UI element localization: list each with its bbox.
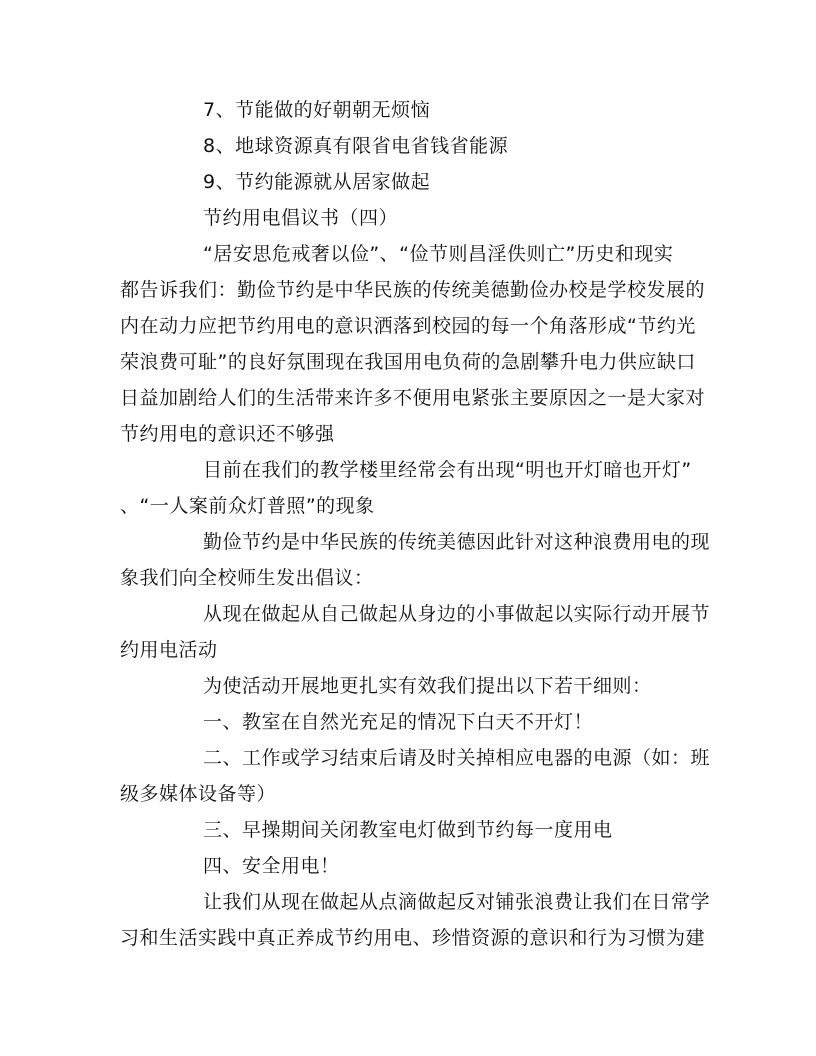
paragraph-line: 、“一人案前众灯普照”的现象 (120, 495, 375, 517)
paragraph-line: 荣浪费可耻”的良好氛围现在我国用电负荷的急剧攀升电力供应缺口 (120, 351, 696, 373)
paragraph-line: 内在动力应把节约用电的意识洒落到校园的每一个角落形成“节约光 (120, 315, 696, 337)
paragraph-line: “居安思危戒奢以俭”、“俭节则昌淫佚则亡”历史和现实 (203, 243, 674, 265)
paragraph-line: 约用电活动 (120, 639, 218, 661)
rule-item-1: 一、教室在自然光充足的情况下白天不开灯！ (203, 711, 594, 733)
paragraph-line: 让我们从现在做起从点滴做起反对铺张浪费让我们在日常学 (203, 891, 711, 913)
section-title: 节约用电倡议书（四） (203, 207, 399, 229)
paragraph-line: 节约用电的意识还不够强 (120, 423, 335, 445)
paragraph-line: 都告诉我们：勤俭节约是中华民族的传统美德勤俭办校是学校发展的 (120, 279, 706, 301)
paragraph-line: 习和生活实践中真正养成节约用电、珍惜资源的意识和行为习惯为建 (120, 927, 706, 949)
paragraph-line: 目前在我们的教学楼里经常会有出现“明也开灯暗也开灯” (203, 459, 692, 481)
paragraph-line: 日益加剧给人们的生活带来许多不便用电紧张主要原因之一是大家对 (120, 387, 706, 409)
paragraph-line: 象我们向全校师生发出倡议： (120, 567, 374, 589)
list-item-9: 9、节约能源就从居家做起 (203, 171, 431, 193)
list-item-7: 7、节能做的好朝朝无烦恼 (203, 99, 431, 121)
rule-item-2-cont: 级多媒体设备等） (120, 783, 277, 805)
paragraph-line: 勤俭节约是中华民族的传统美德因此针对这种浪费用电的现 (203, 531, 711, 553)
rule-item-4: 四、安全用电！ (203, 855, 340, 877)
rule-item-3: 三、早操期间关闭教室电灯做到节约每一度用电 (203, 819, 613, 841)
paragraph-line: 为使活动开展地更扎实有效我们提出以下若干细则： (203, 675, 652, 697)
paragraph-line: 从现在做起从自己做起从身边的小事做起以实际行动开展节 (203, 603, 711, 625)
rule-item-2: 二、工作或学习结束后请及时关掉相应电器的电源（如：班 (203, 747, 711, 769)
list-item-8: 8、地球资源真有限省电省钱省能源 (203, 135, 509, 157)
